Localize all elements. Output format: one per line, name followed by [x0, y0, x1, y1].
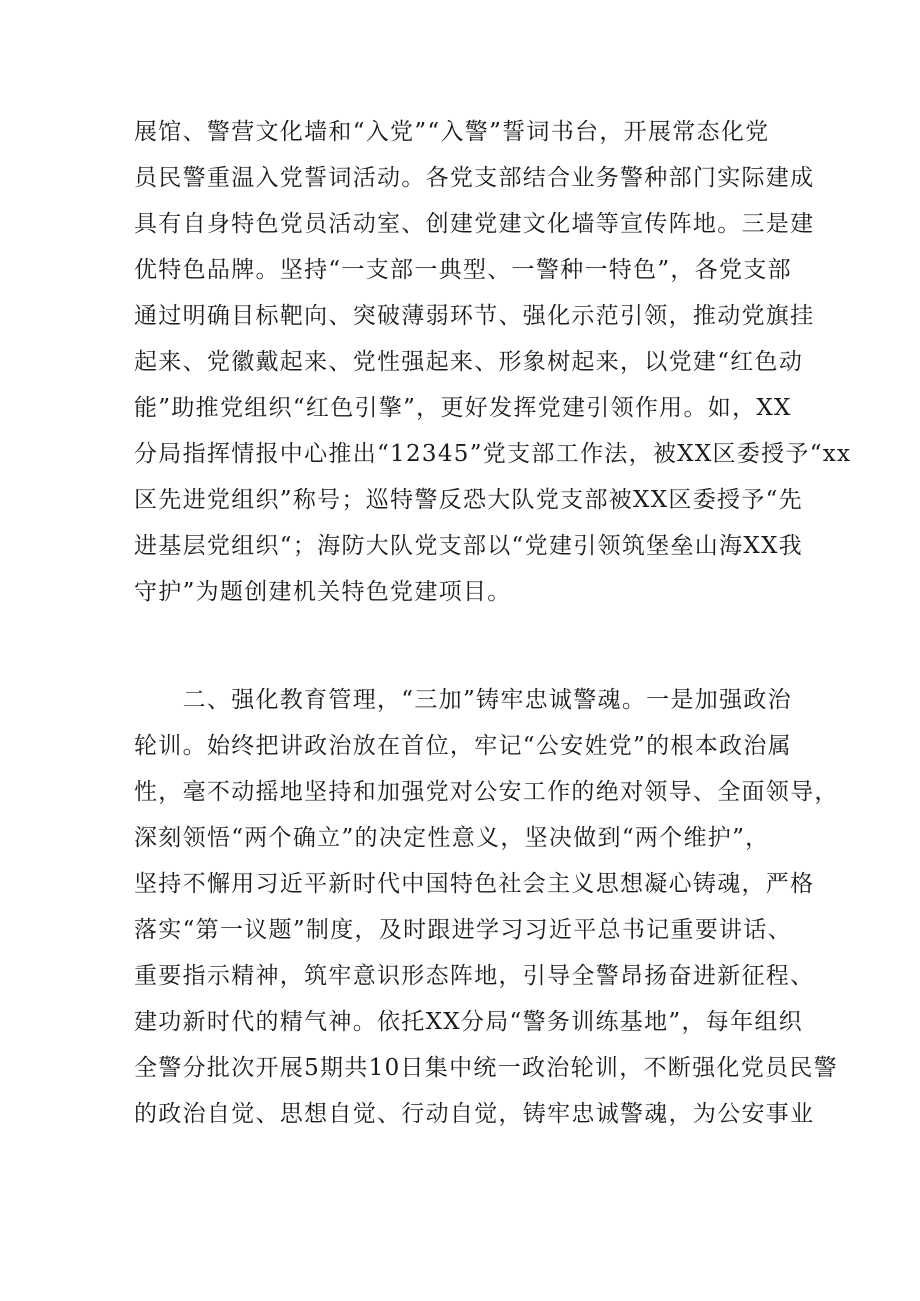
text-line: 建功新时代的精气神。依托XX分局“警务训练基地”，每年组织	[134, 1009, 803, 1035]
text-line: 性，毫不动摇地坚持和加强党对公安工作的绝对领导、全面领导，	[134, 779, 839, 805]
paragraph-1	[134, 109, 852, 615]
text-line: 具有自身特色党员活动室、创建党建文化墙等宣传阵地。三是建	[134, 211, 815, 237]
text-line: 通过明确目标靶向、突破薄弱环节、强化示范引领，推动党旗挂	[134, 303, 815, 329]
text-line: 深刻领悟“两个确立”的决定性意义，坚决做到“两个维护”，	[134, 825, 770, 851]
text-line: 分局指挥情报中心推出“12345”党支部工作法，被XX区委授予“xx	[134, 441, 852, 467]
paragraph-2	[134, 677, 839, 1137]
text-line: 轮训。始终把讲政治放在首位，牢记“公安姓党”的根本政治属	[134, 733, 792, 759]
text-line: 员民警重温入党誓词活动。各党支部结合业务警种部门实际建成	[134, 165, 815, 191]
text-line: 的政治自觉、思想自觉、行动自觉，铸牢忠诚警魂，为公安事业	[134, 1101, 815, 1127]
text-line: 坚持不懈用习近平新时代中国特色社会主义思想凝心铸魂，严格	[134, 871, 815, 897]
text-line: 落实“第一议题”制度，及时跟进学习习近平总书记重要讲话、	[134, 917, 792, 943]
text-line: 起来、党徽戴起来、党性强起来、形象树起来，以党建“红色动	[134, 349, 804, 375]
text-line: 守护”为题创建机关特色党建项目。	[134, 579, 512, 605]
text-line: 全警分批次开展5期共10日集中统一政治轮训，不断强化党员民警	[134, 1055, 838, 1081]
text-line: 能”助推党组织“红色引擎”，更好发挥党建引领作用。如，XX	[134, 395, 792, 421]
text-line: 优特色品牌。坚持“一支部一典型、一警种一特色”，各党支部	[134, 257, 792, 283]
text-line: 区先进党组织”称号；巡特警反恐大队党支部被XX区委授予“先	[134, 487, 803, 513]
text-line: 重要指示精神，筑牢意识形态阵地，引导全警昂扬奋进新征程、	[134, 963, 815, 989]
text-line: 进基层党组织“；海防大队党支部以“党建引领筑堡垒山海XX我	[134, 533, 803, 559]
text-line: 展馆、警营文化墙和“入党”“入警”誓词书台，开展常态化党	[134, 119, 770, 145]
text-line: 二、强化教育管理，“三加”铸牢忠诚警魂。一是加强政治	[134, 687, 792, 713]
